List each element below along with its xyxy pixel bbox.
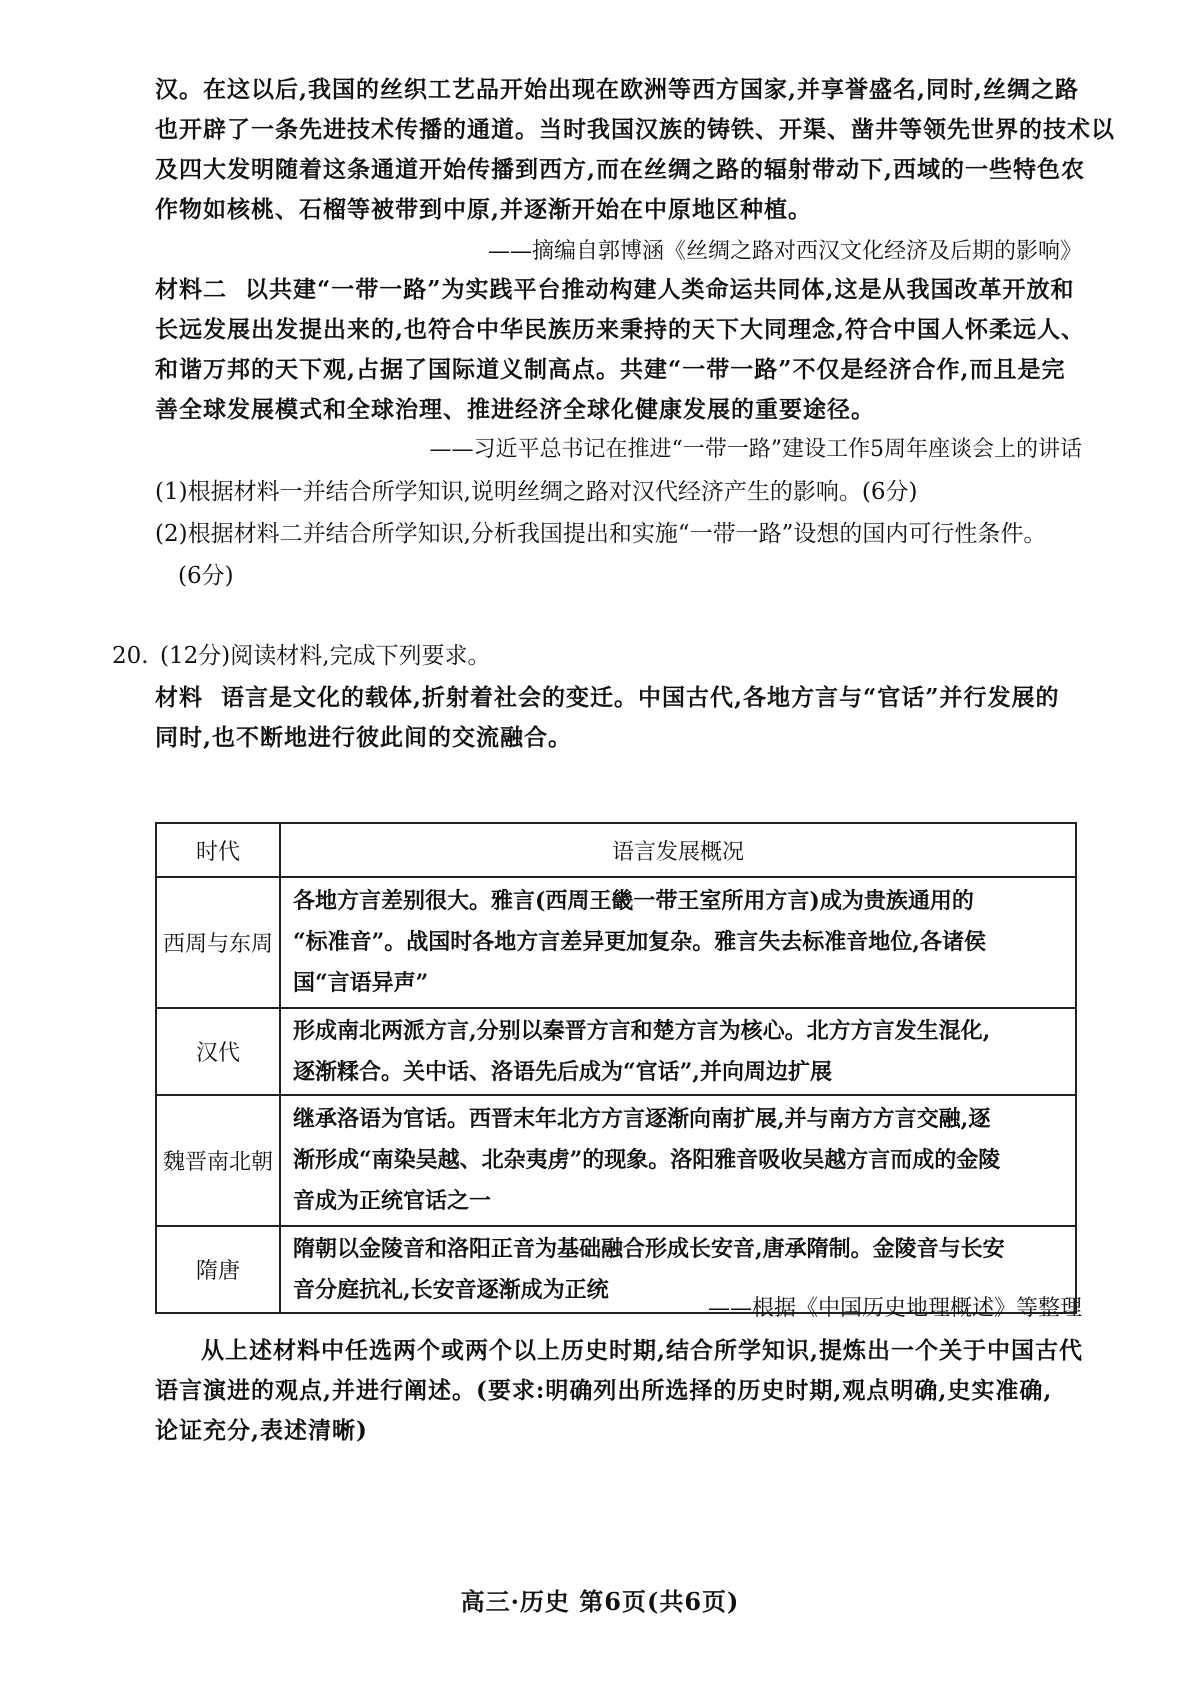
q20-stem: (12分)阅读材料,完成下列要求。 (160, 643, 491, 669)
material2-source: ——习近平总书记在推进“一带一路”建设工作5周年座谈会上的讲话 (429, 437, 1082, 462)
material1-paragraph (155, 70, 1115, 230)
q20-task-paragraph (155, 1331, 1084, 1451)
material2-line: 善全球发展模式和全球治理、推进经济全球化健康发展的重要途径。 (155, 396, 875, 423)
material2-line: 长远发展出发提出来的,也符合中华民族历来秉持的天下大同理念,符合中国人怀柔远人、 (155, 316, 1086, 343)
table-desc-line: 逐渐糅合。关中话、洛语先后成为“官话”,并向周边扩展 (293, 1058, 832, 1085)
material1-line: 作物如核桃、石榴等被带到中原,并逐渐开始在中原地区种植。 (155, 196, 813, 223)
q20-task-line: 语言演进的观点,并进行阐述。(要求:明确列出所选择的历史时期,观点明确,史实准确, (155, 1377, 1053, 1404)
table-header-era: 时代 (156, 823, 280, 877)
material2-line (155, 270, 1075, 310)
material1-line: 及四大发明随着这条通道开始传播到西方,而在丝绸之路的辐射带动下,西域的一些特色农 (155, 156, 1086, 183)
material2-label: 材料二 (155, 276, 227, 303)
table-era-cell: 隋唐 (156, 1226, 280, 1313)
table-header-desc: 语言发展概况 (280, 823, 1076, 877)
table-desc-line: 国“言语异声” (293, 970, 429, 996)
q20-material-paragraph (155, 678, 1075, 758)
material2-line-text: 以共建“一带一路”为实践平台推动构建人类命运共同体,这是从我国改革开放和 (245, 276, 1075, 303)
table-desc-cell (280, 1095, 1076, 1226)
table-era-cell: 汉代 (156, 1008, 280, 1095)
q20-material-label: 材料 (155, 684, 203, 711)
table-desc-cell (280, 877, 1076, 1008)
table-desc-line: 音分庭抗礼,长安音逐渐成为正统 (293, 1276, 609, 1303)
q19-part2-score: (6分) (178, 563, 234, 589)
q19-part1: (1)根据材料一并结合所学知识,说明丝绸之路对汉代经济产生的影响。(6分) (155, 479, 918, 505)
table-desc-line: 形成南北两派方言,分别以秦晋方言和楚方言为核心。北方方言发生混化, (293, 1017, 991, 1044)
q20-task-line: 论证充分,表述清晰) (155, 1417, 368, 1444)
q20-material-line-text: 语言是文化的载体,折射着社会的变迁。中国古代,各地方言与“官话”并行发展的 (221, 684, 1060, 711)
material1-line: 汉。在这以后,我国的丝织工艺品开始出现在欧洲等西方国家,并享誉盛名,同时,丝绸之路 (155, 76, 1080, 103)
material1-line: 也开辟了一条先进技术传播的通道。当时我国汉族的铸铁、开渠、凿井等领先世界的技术以 (155, 116, 1115, 143)
q19-part2: (2)根据材料二并结合所学知识,分析我国提出和实施“一带一路”设想的国内可行性条件。 (155, 521, 1047, 547)
table-desc-line: 渐形成“南染吴越、北杂夷虏”的现象。洛阳雅音吸收吴越方言而成的金陵 (293, 1147, 1001, 1173)
table-era-cell: 魏晋南北朝 (156, 1095, 280, 1226)
material1-source: ——摘编自郭博涵《丝绸之路对西汉文化经济及后期的影响》 (487, 239, 1082, 264)
language-table (155, 822, 1077, 1314)
material2-line: 和谐万邦的天下观,占据了国际道义制高点。共建“一带一路”不仅是经济合作,而且是完 (155, 356, 1066, 383)
page-footer: 高三·历史 第6页(共6页) (460, 1587, 740, 1616)
table-source: ——根据《中国历史地理概述》等整理 (707, 1296, 1082, 1321)
table-desc-cell (280, 1008, 1076, 1095)
table-desc-line: 音成为正统官话之一 (293, 1188, 492, 1214)
table-desc-line: 隋朝以金陵音和洛阳正音为基础融合形成长安音,唐承隋制。金陵音与长安 (293, 1235, 1005, 1262)
q20-task-line: 从上述材料中任选两个或两个以上历史时期,结合所学知识,提炼出一个关于中国古代 (201, 1337, 1084, 1364)
q20-material-line (155, 678, 1075, 718)
material2-paragraph (155, 270, 1086, 430)
q20-material-line: 同时,也不断地进行彼此间的交流融合。 (155, 724, 573, 751)
table-desc-line: “标准音”。战国时各地方言差异更加复杂。雅言失去标准音地位,各诸侯 (293, 929, 986, 955)
table-desc-line: 继承洛语为官话。西晋末年北方方言逐渐向南扩展,并与南方方言交融,逐 (293, 1106, 991, 1132)
q20-number: 20. (112, 643, 149, 669)
table-row (156, 1095, 1076, 1226)
table-era-cell: 西周与东周 (156, 877, 280, 1008)
table-row (156, 877, 1076, 1008)
table-header-row (156, 823, 1076, 877)
table-desc-line: 各地方言差别很大。雅言(西周王畿一带王室所用方言)成为贵族通用的 (293, 888, 974, 914)
table-row (156, 1008, 1076, 1095)
